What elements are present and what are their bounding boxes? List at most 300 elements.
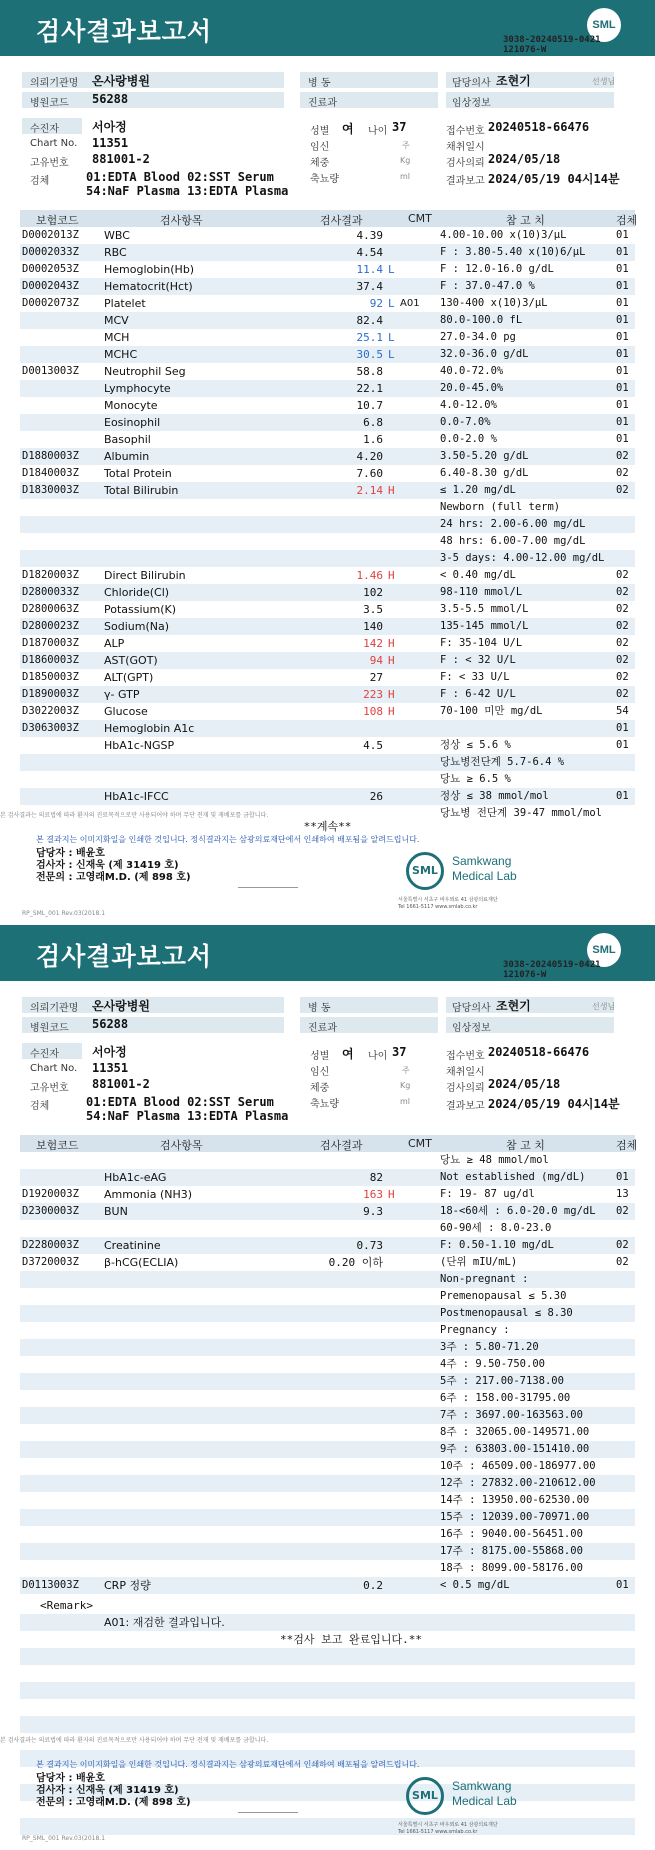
receipt-label: 접수번호	[446, 126, 485, 137]
test-result: 58.8	[356, 365, 383, 378]
test-result: 108	[363, 705, 383, 718]
specimen-code: 02	[616, 1256, 629, 1268]
report-page-2: 검사결과보고서 SML 3038-20240519-0421 121076-W 의뢰기관명 온사랑병원 병 동 담당의사 조현기 선생님 병원코드 56288 진료과 임상정보 수진자 서아정 Chart No. 11351 고유번호 881001-2 검체 01:EDTA Blood 02:SST Serum 54:NaF Plasma 13:EDTA Plasma 성별 여 나이 37 임신 주 체중 Kg 축뇨량 ml 접수번호 20240518-66476 채취일시 검사의뢰 2024/05/18 결과보고 2024/05/19 04시14분 보험코드 검사항목 검사결과 CMT 참 고 치 검체 당뇨 ≥ 48 mmol/mol HbA1c-eAG 82 Not established (mg/dL) 01 D1920003Z Ammonia (NH3) 163 H F: 19- 87 ug/dl 13 D2300003Z BUN 9.3 18-<60세 : 6.0-20.0 mg/dL 02 60-90세 : 8.0-23.0 D2280003Z Creatinine 0.73 F: 0.50-1.10 mg/dL 02 D3720003Z β-hCG(ECLIA) 0.20 이하 (단위 mIU/mL) 02 Non-pregnant : Premenopausal ≤ 5.30 Postmenopausal ≤ 8.30 Pregnancy : 3주 : 5.80-71.20 4주 : 9.50-750.00 5주 : 217.00-7138.00 6주 : 158.00-31795.00 7주 : 3697.00-163563.00 8주 : 32065.00-149571.00 9주 : 63803.00-151410.00 10주 : 46509.00-186977.00 12주 : 27832.00-210612.00 14주 : 13950.00-62530.00 15주 : 12039.00-70971.00 16주 : 9040.00-56451.00 17주 : 8175.00-55868.00 18주 : 8099.00-58176.00 D0113003Z CRP 정량 0.2 < 0.5 mg/dL 01 <Remark> A01: 재검한 결과입니다. **검사 보고 완료입니다.** 본 검사결과는 의료법에 따라 환자의 진료목적으로만 사용되어야 하며 무단 전재 및 재배포를 금합니다. 본 결과지는 이미지화일을 인쇄한 것입니다. 정식결과지는 삼광의료재단에서 인쇄하여 배포됨을 알려드립니다. 담당자 : 배윤호 검사자 : 신재욱 (제 31419 호) 전문의 : 고영래M.D. (제 898 호) SML Samkwang Medical Lab 서울특별시 서초구 바우뫼로 41 삼광의료재단 Tel 1661-5117 www.smlab.co.kr RP_SML_001 Rev.03(2018.1	[0, 925, 655, 1850]
test-date: 2024/05/18	[488, 152, 561, 166]
reference-range: 17주 : 8175.00-55868.00	[440, 1545, 583, 1557]
test-result: 0.20 이하	[328, 1256, 383, 1269]
patient-label: 수진자	[30, 1049, 59, 1060]
test-code: D1840003Z	[22, 467, 79, 479]
chart-label: Chart No.	[30, 138, 78, 149]
report-date: 2024/05/19 04시14분	[488, 1097, 620, 1111]
reference-range: 8주 : 32065.00-149571.00	[440, 1426, 590, 1438]
test-code: D2300003Z	[22, 1205, 79, 1217]
test-name: γ- GTP	[104, 688, 140, 701]
age-label: 나이	[368, 1051, 388, 1062]
age-label: 나이	[368, 126, 388, 137]
test-name: Basophil	[104, 433, 151, 446]
test-result: 6.8	[363, 416, 383, 429]
test-result: 2.14	[356, 484, 383, 497]
sml-lab-logo: SML	[406, 1777, 444, 1815]
specimen-code: 01	[616, 263, 629, 275]
reference-range: 10주 : 46509.00-186977.00	[440, 1460, 596, 1472]
test-result: 140	[363, 620, 383, 633]
table-row	[20, 669, 635, 686]
test-code: D0002013Z	[22, 229, 79, 241]
reference-range: Non-pregnant :	[440, 1273, 529, 1285]
test-code: D0002043Z	[22, 280, 79, 292]
test-code: D0113003Z	[22, 1579, 79, 1591]
signature	[238, 870, 298, 888]
result-flag: L	[388, 348, 395, 361]
lab-name: Samkwang Medical Lab	[452, 854, 517, 883]
reference-range: F: 35-104 U/L	[440, 637, 523, 649]
result-flag: L	[388, 331, 395, 344]
specimen-code: 01	[616, 790, 629, 802]
test-name: Hemoglobin(Hb)	[104, 263, 195, 276]
hospital-code: 56288	[92, 92, 129, 106]
test-name: Monocyte	[104, 399, 158, 412]
reference-range: F : 3.80-5.40 x(10)6/μL	[440, 246, 586, 258]
test-result: 4.54	[356, 246, 383, 259]
reference-range: 0.0-2.0 %	[440, 433, 497, 445]
test-code: D0002033Z	[22, 246, 79, 258]
doctor-label: 담당의사	[452, 78, 491, 89]
footer-page-1: 본 검사결과는 의료법에 따라 환자의 진료목적으로만 사용되어야 하며 무단 전재 및 재배포를 금합니다. 본 결과지는 이미지화일을 인쇄한 것입니다. 정식결과지는 삼광의료재단에서 인쇄하여 배포됨을 알려드립니다. 담당자 : 배윤호 검사자 : 신재욱 (제 31419 호) 전문의 : 고영래M.D. (제 898 호) SML Samkwang Medical Lab 서울특별시 서초구 바우뫼로 41 삼광의료재단 Tel 1661-5117 www.smlab.co.kr RP_SML_001 Rev.03(2018.1	[0, 812, 517, 917]
table-row	[20, 584, 635, 601]
test-name: ALP	[104, 637, 125, 650]
test-name: Chloride(Cl)	[104, 586, 170, 599]
reference-range: 9주 : 63803.00-151410.00	[440, 1443, 590, 1455]
reference-range: F : 6-42 U/L	[440, 688, 516, 700]
test-result: 9.3	[363, 1205, 383, 1218]
specimen-code: 01	[616, 314, 629, 326]
test-code: D3720003Z	[22, 1256, 79, 1268]
form-code: RP_SML_001 Rev.03(2018.1	[22, 910, 106, 917]
specimen-code: 01	[616, 280, 629, 292]
reference-range: 27.0-34.0 pg	[440, 331, 516, 343]
reference-range: 130-400 x(10)3/μL	[440, 297, 548, 309]
result-flag: H	[388, 484, 395, 497]
table-row	[20, 278, 635, 295]
table-row	[20, 499, 635, 516]
test-code: D0002073Z	[22, 297, 79, 309]
patient-label: 수진자	[30, 124, 59, 135]
test-result: 7.60	[356, 467, 383, 480]
reference-range: 18주 : 8099.00-58176.00	[440, 1562, 583, 1574]
specimen-code: 01	[616, 739, 629, 751]
specimen-code: 01	[616, 382, 629, 394]
table-row	[20, 1237, 635, 1254]
reference-range: 4주 : 9.50-750.00	[440, 1358, 545, 1370]
test-name: Potassium(K)	[104, 603, 177, 616]
reference-range: 12주 : 27832.00-210612.00	[440, 1477, 596, 1489]
lab-name: Samkwang Medical Lab	[452, 1779, 517, 1808]
reference-range: 6주 : 158.00-31795.00	[440, 1392, 571, 1404]
table-row	[20, 482, 635, 499]
test-name: MCH	[104, 331, 130, 344]
table-header: 보험코드 검사항목 검사결과 CMT 참 고 치 검체	[20, 1135, 635, 1152]
id-label: 고유번호	[30, 158, 69, 169]
test-name: Platelet	[104, 297, 146, 310]
table-row	[20, 363, 635, 380]
footer-page-2: 본 검사결과는 의료법에 따라 환자의 진료목적으로만 사용되어야 하며 무단 전재 및 재배포를 금합니다. 본 결과지는 이미지화일을 인쇄한 것입니다. 정식결과지는 삼광의료재단에서 인쇄하여 배포됨을 알려드립니다. 담당자 : 배윤호 검사자 : 신재욱 (제 31419 호) 전문의 : 고영래M.D. (제 898 호) SML Samkwang Medical Lab 서울특별시 서초구 바우뫼로 41 삼광의료재단 Tel 1661-5117 www.smlab.co.kr RP_SML_001 Rev.03(2018.1	[0, 1737, 517, 1842]
table-row	[20, 1543, 635, 1560]
reference-range: 정상 ≤ 5.6 %	[440, 739, 511, 751]
test-result: 102	[363, 586, 383, 599]
age: 37	[392, 1045, 407, 1059]
report-date-label: 결과보고	[446, 176, 485, 187]
specimen-line-2: 54:NaF Plasma 13:EDTA Plasma	[86, 184, 289, 198]
specimen-code: 01	[616, 297, 629, 309]
result-flag: H	[388, 1188, 395, 1201]
collect-label: 채취일시	[446, 142, 485, 153]
table-row	[20, 227, 635, 244]
weight-label: 체중	[310, 1083, 330, 1094]
test-result: 142	[363, 637, 383, 650]
specimen-code: 01	[616, 433, 629, 445]
test-result: 3.5	[363, 603, 383, 616]
chart-label: Chart No.	[30, 1063, 78, 1074]
test-result: 94	[369, 654, 383, 667]
result-flag: H	[388, 705, 395, 718]
test-date: 2024/05/18	[488, 1077, 561, 1091]
test-name: Total Protein	[104, 467, 172, 480]
page-title: 검사결과보고서	[36, 17, 213, 46]
test-result: 163	[363, 1188, 383, 1201]
reference-range: Pregnancy :	[440, 1324, 510, 1336]
specimen-code: 01	[616, 246, 629, 258]
hospital-code: 56288	[92, 1017, 129, 1031]
specimen-code: 02	[616, 1239, 629, 1251]
reference-range: ≤ 1.20 mg/dL	[440, 484, 516, 496]
specimen-code: 01	[616, 1171, 629, 1183]
test-result: 25.1	[356, 331, 383, 344]
test-name: HbA1c-IFCC	[104, 790, 169, 803]
urine-label: 축뇨량	[310, 1099, 339, 1110]
specimen-code: 02	[616, 1205, 629, 1217]
test-name: Lymphocyte	[104, 382, 171, 395]
table-row	[20, 1186, 635, 1203]
table-row	[20, 1373, 635, 1390]
test-code: D1830003Z	[22, 484, 79, 496]
test-result: 4.20	[356, 450, 383, 463]
reference-range: 70-100 미만 mg/dL	[440, 705, 543, 717]
reference-range: Newborn (full term)	[440, 501, 561, 513]
specimen-code: 02	[616, 569, 629, 581]
table-row	[20, 1441, 635, 1458]
sml-logo: SML	[587, 933, 621, 967]
table-row	[20, 1220, 635, 1237]
reference-range: 98-110 mmol/L	[440, 586, 523, 598]
reference-range: 20.0-45.0%	[440, 382, 504, 394]
table-row	[20, 1339, 635, 1356]
end-note: **검사 보고 완료입니다.**	[280, 1633, 422, 1646]
reference-range: 80.0-100.0 fL	[440, 314, 523, 326]
print-notice: 본 결과지는 이미지화일을 인쇄한 것입니다. 정식결과지는 삼광의료재단에서 인쇄하여 배포됨을 알려드립니다.	[36, 1760, 420, 1769]
form-code: RP_SML_001 Rev.03(2018.1	[22, 1835, 106, 1842]
table-row	[20, 771, 635, 788]
test-name: CRP 정량	[104, 1579, 151, 1592]
remark-label: <Remark>	[40, 1599, 93, 1612]
test-name: AST(GOT)	[104, 654, 158, 667]
test-name: HbA1c-NGSP	[104, 739, 175, 752]
specimen-code: 02	[616, 654, 629, 666]
dept-label: 진료과	[308, 1023, 337, 1034]
reference-range: < 0.5 mg/dL	[440, 1579, 510, 1591]
specimen-code: 02	[616, 620, 629, 632]
test-code: D1880003Z	[22, 450, 79, 462]
report-page-1: 검사결과보고서 SML 3038-20240519-0421 121076-W 의뢰기관명 온사랑병원 병 동 담당의사 조현기 선생님 병원코드 56288 진료과 임상정보 수진자 서아정 Chart No. 11351 고유번호 881001-2 검체 01:EDTA Blood 02:SST Serum 54:NaF Plasma 13:EDTA Plasma 성별 여 나이 37 임신 주 체중 Kg 축뇨량 ml 접수번호 20240518-66476 채취일시 검사의뢰 2024/05/18 결과보고 2024/05/19 04시14분 보험코드 검사항목 검사결과 CMT 참 고 치 검체 D0002013Z WBC 4.39 4.00-10.00 x(10)3/μL 01 D0002033Z RBC 4.54 F : 3.80-5.40 x(10)6/μL 01 D0002053Z Hemoglobin(Hb) 11.4 L F : 12.0-16.0 g/dL 01 D0002043Z Hematocrit(Hct) 37.4 F : 37.0-47.0 % 01 D0002073Z Platelet 92 L A01 130-400 x(10)3/μL 01 MCV 82.4 80.0-100.0 fL 01 MCH 25.1 L 27.0-34.0 pg 01 MCHC 30.5 L 32.0-36.0 g/dL 01 D0013003Z Neutrophil Seg 58.8 40.0-72.0% 01 Lymphocyte 22.1 20.0-45.0% 01 Monocyte 10.7 4.0-12.0% 01 Eosinophil 6.8 0.0-7.0% 01 Basophil 1.6 0.0-2.0 % 01 D1880003Z Albumin 4.20 3.50-5.20 g/dL 02 D1840003Z Total Protein 7.60 6.40-8.30 g/dL 02 D1830003Z Total Bilirubin 2.14 H ≤ 1.20 mg/dL 02 Newborn (full term) 24 hrs: 2.00-6.00 mg/dL 48 hrs: 6.00-7.00 mg/dL 3-5 days: 4.00-12.00 mg/dL D1820003Z Direct Bilirubin 1.46 H < 0.40 mg/dL 02 D2800033Z Chloride(Cl) 102 98-110 mmol/L 02 D2800063Z Potassium(K) 3.5 3.5-5.5 mmol/L 02 D2800023Z Sodium(Na) 140 135-145 mmol/L 02 D1870003Z ALP 142 H F: 35-104 U/L 02 D1860003Z AST(GOT) 94 H F : < 32 U/L 02 D1850003Z ALT(GPT) 27 F: < 33 U/L 02 D1890003Z γ- GTP 223 H F : 6-42 U/L 02 D3022003Z Glucose 108 H 70-100 미만 mg/dL 54 D3063003Z Hemoglobin A1c 01 HbA1c-NGSP 4.5 정상 ≤ 5.6 % 01 당뇨병전단계 5.7-6.4 % 당뇨 ≥ 6.5 % HbA1c-IFCC 26 정상 ≤ 38 mmol/mol 01 당뇨병 전단계 39-47 mmol/mol **계속** 본 검사결과는 의료법에 따라 환자의 진료목적으로만 사용되어야 하며 무단 전재 및 재배포를 금합니다. 본 결과지는 이미지화일을 인쇄한 것입니다. 정식결과지는 삼광의료재단에서 인쇄하여 배포됨을 알려드립니다. 담당자 : 배윤호 검사자 : 신재욱 (제 31419 호) 전문의 : 고영래M.D. (제 898 호) SML Samkwang Medical Lab 서울특별시 서초구 바우뫼로 41 삼광의료재단 Tel 1661-5117 www.smlab.co.kr RP_SML_001 Rev.03(2018.1	[0, 0, 655, 925]
doctor-label: 담당의사	[452, 1003, 491, 1014]
weight-label: 체중	[310, 158, 330, 169]
reference-range: Not established (mg/dL)	[440, 1171, 586, 1183]
reference-range: 당뇨병 전단계 39-47 mmol/mol	[440, 807, 603, 819]
test-result: 10.7	[356, 399, 383, 412]
doctor-suffix: 선생님	[592, 1002, 616, 1011]
comment-code: A01	[400, 298, 420, 309]
specialist: 전문의 : 고영래M.D. (제 898 호)	[36, 1797, 191, 1808]
results-table-page-2	[20, 1152, 635, 1594]
result-flag: H	[388, 637, 395, 650]
test-name: RBC	[104, 246, 127, 259]
test-result: 82	[369, 1171, 383, 1184]
specialist: 전문의 : 고영래M.D. (제 898 호)	[36, 872, 191, 883]
specimen-line-1: 01:EDTA Blood 02:SST Serum	[86, 1095, 274, 1109]
result-flag: H	[388, 569, 395, 582]
test-name: Eosinophil	[104, 416, 161, 429]
test-name: Direct Bilirubin	[104, 569, 186, 582]
table-row	[20, 720, 635, 737]
test-code: D1850003Z	[22, 671, 79, 683]
reference-range: 당뇨병전단계 5.7-6.4 %	[440, 756, 565, 768]
test-name: ALT(GPT)	[104, 671, 154, 684]
test-code: D1890003Z	[22, 688, 79, 700]
reference-range: F : < 32 U/L	[440, 654, 516, 666]
result-flag: L	[388, 263, 395, 276]
test-name: Neutrophil Seg	[104, 365, 186, 378]
reference-range: 32.0-36.0 g/dL	[440, 348, 529, 360]
table-row	[20, 652, 635, 669]
specimen-code: 01	[616, 416, 629, 428]
table-row	[20, 1390, 635, 1407]
tester: 검사자 : 신재욱 (제 31419 호)	[36, 860, 179, 871]
test-result: 92	[369, 297, 383, 310]
doctor: 조현기	[496, 999, 531, 1013]
test-name: Hematocrit(Hct)	[104, 280, 193, 293]
table-row	[20, 1356, 635, 1373]
sex-label: 성별	[310, 1051, 330, 1062]
table-row	[20, 1492, 635, 1509]
table-row	[20, 1424, 635, 1441]
table-row	[20, 516, 635, 533]
manager: 담당자 : 배윤호	[36, 1773, 105, 1784]
signature	[238, 1795, 298, 1813]
table-row	[20, 312, 635, 329]
chart-number: 11351	[92, 136, 129, 150]
specimen-code: 02	[616, 450, 629, 462]
reference-range: 0.0-7.0%	[440, 416, 491, 428]
ward-label: 병 동	[308, 78, 331, 89]
reference-range: 6.40-8.30 g/dL	[440, 467, 529, 479]
table-row	[20, 1458, 635, 1475]
test-name: Creatinine	[104, 1239, 161, 1252]
pregnancy-label: 임신	[310, 1067, 330, 1078]
table-row	[20, 1305, 635, 1322]
table-row	[20, 788, 635, 805]
test-result: 0.73	[356, 1239, 383, 1252]
table-row	[20, 431, 635, 448]
reference-range: 4.00-10.00 x(10)3/μL	[440, 229, 567, 241]
sex: 여	[342, 122, 354, 136]
specimen-code: 01	[616, 365, 629, 377]
table-row	[20, 1475, 635, 1492]
results-table-page-1	[20, 227, 635, 822]
table-row	[20, 414, 635, 431]
test-name: Hemoglobin A1c	[104, 722, 195, 735]
receipt-number: 20240518-66476	[488, 120, 590, 134]
specimen-code: 01	[616, 348, 629, 360]
reference-range: 135-145 mmol/L	[440, 620, 529, 632]
table-row	[20, 1169, 635, 1186]
test-result: 223	[363, 688, 383, 701]
hospital-code-label: 병원코드	[30, 1023, 69, 1034]
report-number: 3038-20240519-0421 121076-W	[503, 960, 601, 980]
table-row	[20, 261, 635, 278]
collect-label: 채취일시	[446, 1067, 485, 1078]
test-result: 1.6	[363, 433, 383, 446]
table-row	[20, 618, 635, 635]
reference-range: 18-<60세 : 6.0-20.0 mg/dL	[440, 1205, 596, 1217]
reference-range: 3.50-5.20 g/dL	[440, 450, 529, 462]
institution: 온사랑병원	[92, 999, 150, 1013]
reference-range: (단위 mIU/mL)	[440, 1256, 518, 1268]
specimen-code: 01	[616, 331, 629, 343]
table-row	[20, 601, 635, 618]
reference-range: 60-90세 : 8.0-23.0	[440, 1222, 552, 1234]
sex: 여	[342, 1047, 354, 1061]
test-result: 27	[369, 671, 383, 684]
test-code: D2800023Z	[22, 620, 79, 632]
test-result: 1.46	[356, 569, 383, 582]
report-number: 3038-20240519-0421 121076-W	[503, 35, 601, 55]
sml-lab-logo: SML	[406, 852, 444, 890]
table-row	[20, 380, 635, 397]
table-row	[20, 567, 635, 584]
test-result: 82.4	[356, 314, 383, 327]
print-notice: 본 결과지는 이미지화일을 인쇄한 것입니다. 정식결과지는 삼광의료재단에서 인쇄하여 배포됨을 알려드립니다.	[36, 835, 420, 844]
result-flag: H	[388, 688, 395, 701]
reference-range: 3-5 days: 4.00-12.00 mg/dL	[440, 552, 605, 564]
reference-range: 14주 : 13950.00-62530.00	[440, 1494, 590, 1506]
institution-label: 의뢰기관명	[30, 78, 79, 89]
table-row	[20, 1560, 635, 1577]
test-result: 22.1	[356, 382, 383, 395]
test-code: D3022003Z	[22, 705, 79, 717]
table-row	[20, 686, 635, 703]
table-row	[20, 244, 635, 261]
specimen-code: 02	[616, 586, 629, 598]
table-row	[20, 329, 635, 346]
id-number: 881001-2	[92, 1077, 150, 1091]
test-code: D1920003Z	[22, 1188, 79, 1200]
test-result: 4.39	[356, 229, 383, 242]
reference-range: Postmenopausal ≤ 8.30	[440, 1307, 573, 1319]
reference-range: 4.0-12.0%	[440, 399, 497, 411]
test-name: BUN	[104, 1205, 128, 1218]
specimen-code: 02	[616, 637, 629, 649]
specimen-line-2: 54:NaF Plasma 13:EDTA Plasma	[86, 1109, 289, 1123]
test-code: D2800033Z	[22, 586, 79, 598]
table-row	[20, 1322, 635, 1339]
test-name: β-hCG(ECLIA)	[104, 1256, 179, 1269]
table-row	[20, 635, 635, 652]
doctor: 조현기	[496, 74, 531, 88]
dept-label: 진료과	[308, 98, 337, 109]
hospital-code-label: 병원코드	[30, 98, 69, 109]
table-row	[20, 1203, 635, 1220]
table-row	[20, 1577, 635, 1594]
specimen-code: 02	[616, 484, 629, 496]
test-result: 26	[369, 790, 383, 803]
chart-number: 11351	[92, 1061, 129, 1075]
table-row	[20, 550, 635, 567]
specimen-code: 02	[616, 671, 629, 683]
test-result: 11.4	[356, 263, 383, 276]
reference-range: 40.0-72.0%	[440, 365, 504, 377]
reference-range: 24 hrs: 2.00-6.00 mg/dL	[440, 518, 586, 530]
reference-range: F : 12.0-16.0 g/dL	[440, 263, 554, 275]
test-code: D0002053Z	[22, 263, 79, 275]
test-result: 0.2	[363, 1579, 383, 1592]
test-name: Ammonia (NH3)	[104, 1188, 193, 1201]
reference-range: F : 37.0-47.0 %	[440, 280, 535, 292]
reference-range: 정상 ≤ 38 mmol/mol	[440, 790, 549, 802]
table-row	[20, 1509, 635, 1526]
reference-range: 15주 : 12039.00-70971.00	[440, 1511, 590, 1523]
test-code: D2280003Z	[22, 1239, 79, 1251]
sml-logo: SML	[587, 8, 621, 42]
test-code: D3063003Z	[22, 722, 79, 734]
age: 37	[392, 120, 407, 134]
test-name: Total Bilirubin	[104, 484, 179, 497]
table-row	[20, 346, 635, 363]
table-row	[20, 754, 635, 771]
reference-range: 16주 : 9040.00-56451.00	[440, 1528, 583, 1540]
pregnancy-label: 임신	[310, 142, 330, 153]
report-date-label: 결과보고	[446, 1101, 485, 1112]
test-name: Albumin	[104, 450, 150, 463]
test-name: WBC	[104, 229, 130, 242]
id-number: 881001-2	[92, 152, 150, 166]
test-name: MCHC	[104, 348, 138, 361]
result-flag: L	[388, 297, 395, 310]
table-row	[20, 533, 635, 550]
table-row	[20, 295, 635, 312]
clinical-label: 임상정보	[452, 98, 491, 109]
test-code: D1870003Z	[22, 637, 79, 649]
specimen-code: 01	[616, 1579, 629, 1591]
table-row	[20, 1407, 635, 1424]
table-row	[20, 737, 635, 754]
table-row	[20, 1288, 635, 1305]
test-result: 30.5	[356, 348, 383, 361]
test-code: D0013003Z	[22, 365, 79, 377]
table-row	[20, 1152, 635, 1169]
specimen-code: 02	[616, 603, 629, 615]
test-result: 4.5	[363, 739, 383, 752]
test-code: D2800063Z	[22, 603, 79, 615]
table-row	[20, 465, 635, 482]
